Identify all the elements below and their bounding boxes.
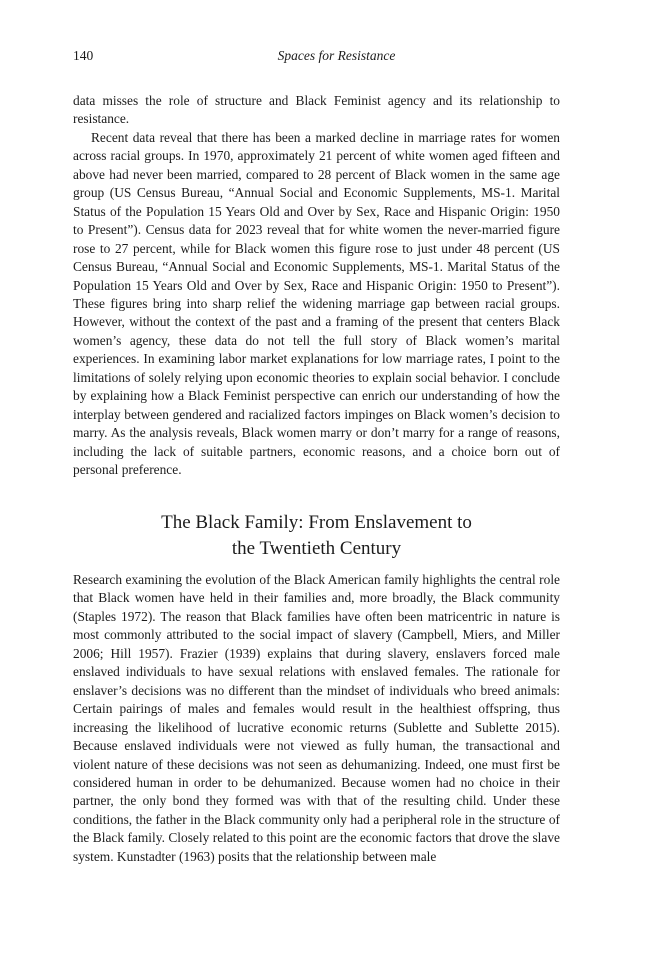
body-paragraph: data misses the role of structure and Black Feminist agency and its relationship to resistance. [73, 93, 560, 127]
running-title: Spaces for Resistance [277, 48, 396, 63]
body-paragraph: Recent data reveal that there has been a marked decline in marriage rates for women across racial groups. In 1970, approximately 21 percent of white women aged fifteen and above had never been married, compared to 28 percent of Black women in the same age group (US Census Bureau, “Annual Social and Economic Supplements, MS-1. Marital Status of the Population 15 Years Old and Over by Sex, Race and Hispanic Origin: 1950 to Present”). Census data for 2023 reveal that for white women the never-married figure rose to 27 percent, while for Black women this figure rose to just under 48 percent (US Census Bureau, “Annual Social and Economic Supplements, MS-1. Marital Status of the Population 15 Years Old and Over by Sex, Race and Hispanic Origin: 1950 to Present”). These figures bring into sharp relief the widening marriage gap between racial groups. However, without the context of the past and a framing of the present that centers Black women’s agency, these data do not tell the full story of Black women’s marital experiences. In examining labor market explanations for low marriage rates, I point to the limitations of solely relying upon economic theories to explain social behavior. I conclude by explaining how a Black Feminist perspective can enrich our understanding of how the interplay between gendered and racialized factors impinges on Black women’s decision to marry. As the analysis reveals, Black women marry or don’t marry for a range of reasons, including the lack of suitable partners, economic reasons, and a choice born out of personal preference. [73, 129, 560, 478]
section-heading-line: The Black Family: From Enslavement to [161, 512, 472, 533]
section-heading [73, 510, 560, 562]
body-paragraph: Research examining the evolution of the Black American family highlights the central role that Black women have held in their families and, more broadly, the Black community (Staples 1972). The reason that Black families have often been matricentric in nature is most commonly attributed to the social impact of slavery (Campbell, Miers, and Miller 2006; Hill 1957). Frazier (1939) explains that during slavery, enslavers forced male enslaved individuals to have sexual relations with enslaved females. The rationale for enslaver’s decisions was no different than the mindset of individuals who breed animals: Certain pairings of males and females would result in the healthiest offspring, thus increasing the likelihood of lucrative economic returns (Sublette and Sublette 2015). Because enslaved individuals were not viewed as fully human, the transactional and violent nature of these decisions was not seen as dehumanizing. Indeed, one must first be considered human in order to be dehumanized. Because women had no choice in their partner, the only bond they formed was with that of the resulting child. Under these conditions, the father in the Black community only had a peripheral role in the structure of the Black family. Closely related to this point are the economic factors that drove the slave system. Kunstadter (1963) posits that the relationship between male [73, 572, 560, 864]
section-text-block [73, 571, 560, 866]
section-heading-line: the Twentieth Century [231, 538, 402, 559]
intro-text-block [73, 92, 560, 480]
page-number: 140 [73, 48, 94, 63]
running-head [73, 48, 560, 68]
